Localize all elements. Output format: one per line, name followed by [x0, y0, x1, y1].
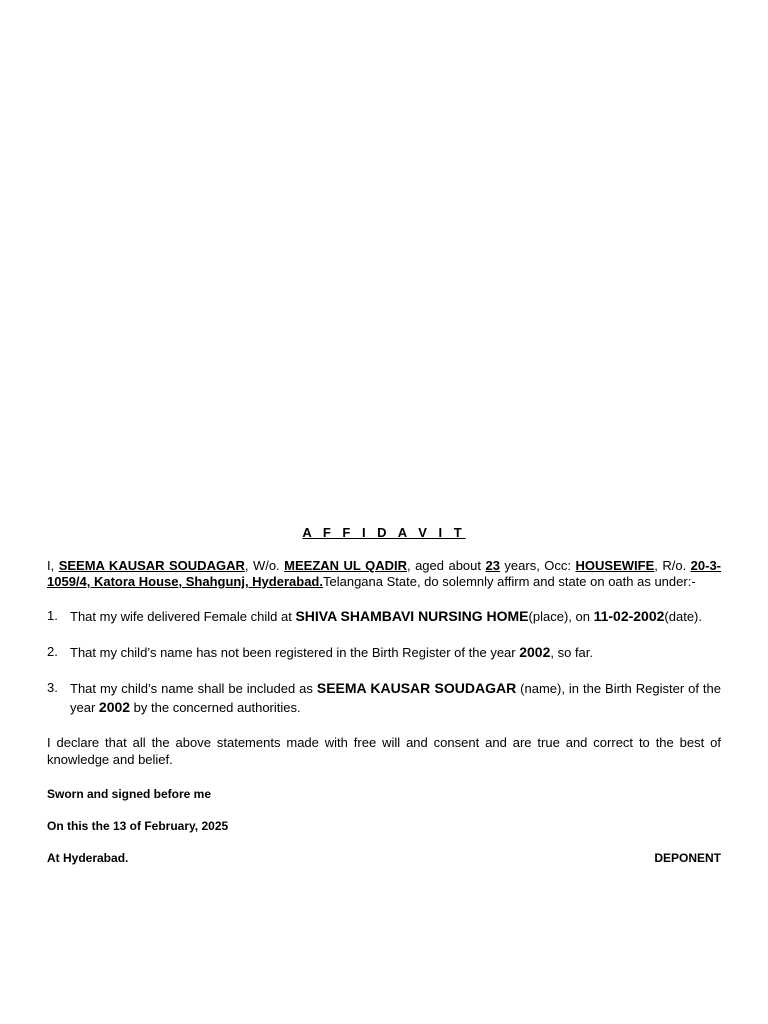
- place-name: SHIVA SHAMBAVI NURSING HOME: [295, 608, 529, 624]
- place-line: At Hyderabad.: [47, 851, 129, 865]
- statement-text: , so far.: [550, 645, 594, 660]
- age-value: 23: [485, 558, 500, 573]
- item-number: 1.: [47, 608, 58, 623]
- register-year: 2002: [519, 644, 551, 660]
- statement-item: [47, 607, 721, 626]
- deponent-label: DEPONENT: [654, 851, 721, 865]
- occupation-value: HOUSEWIFE: [575, 558, 655, 573]
- statement-text: (place), on: [528, 609, 594, 624]
- address-value: 20-3-1059/4, Katora House, Shahgunj, Hyderabad.: [47, 558, 722, 589]
- statement-list: [47, 607, 721, 717]
- spouse-name: MEEZAN UL QADIR: [284, 558, 407, 573]
- statement-text: That my wife delivered Female child at: [70, 609, 296, 624]
- intro-paragraph: [47, 558, 721, 590]
- intro-text: , W/o.: [244, 558, 285, 573]
- signature-row: [47, 850, 721, 866]
- affidavit-body: [47, 525, 721, 866]
- statement-text: by the concerned authorities.: [130, 700, 301, 715]
- date-line: On this the 13 of February, 2025: [47, 819, 229, 833]
- document-title: A F F I D A V I T: [302, 525, 466, 540]
- statement-item: [47, 679, 721, 717]
- declaration-paragraph: I declare that all the above statements made with free will and consent and are true and correct to the best of knowledge and belief.: [47, 735, 721, 767]
- sworn-line: Sworn and signed before me: [47, 787, 212, 801]
- intro-text: I,: [47, 558, 59, 573]
- birth-date: 11-02-2002: [593, 608, 665, 624]
- child-name: SEEMA KAUSAR SOUDAGAR: [316, 680, 517, 696]
- statement-text: (name), in the Birth Register of the year: [70, 681, 722, 715]
- register-year: 2002: [98, 699, 131, 715]
- intro-text: , aged about: [406, 558, 486, 573]
- statement-item: [47, 643, 721, 662]
- item-number: 3.: [47, 680, 58, 695]
- deponent-name: SEEMA KAUSAR SOUDAGAR: [58, 558, 245, 573]
- intro-text: , R/o.: [654, 558, 691, 573]
- statement-text: That my child’s name shall be included as: [70, 681, 317, 696]
- item-number: 2.: [47, 644, 58, 659]
- intro-text: Telangana State, do solemnly affirm and state on oath as under:-: [322, 574, 696, 589]
- intro-text: years, Occ:: [499, 558, 576, 573]
- statement-text: That my child’s name has not been registered in the Birth Register of the year: [70, 645, 520, 660]
- statement-text: (date).: [664, 609, 702, 624]
